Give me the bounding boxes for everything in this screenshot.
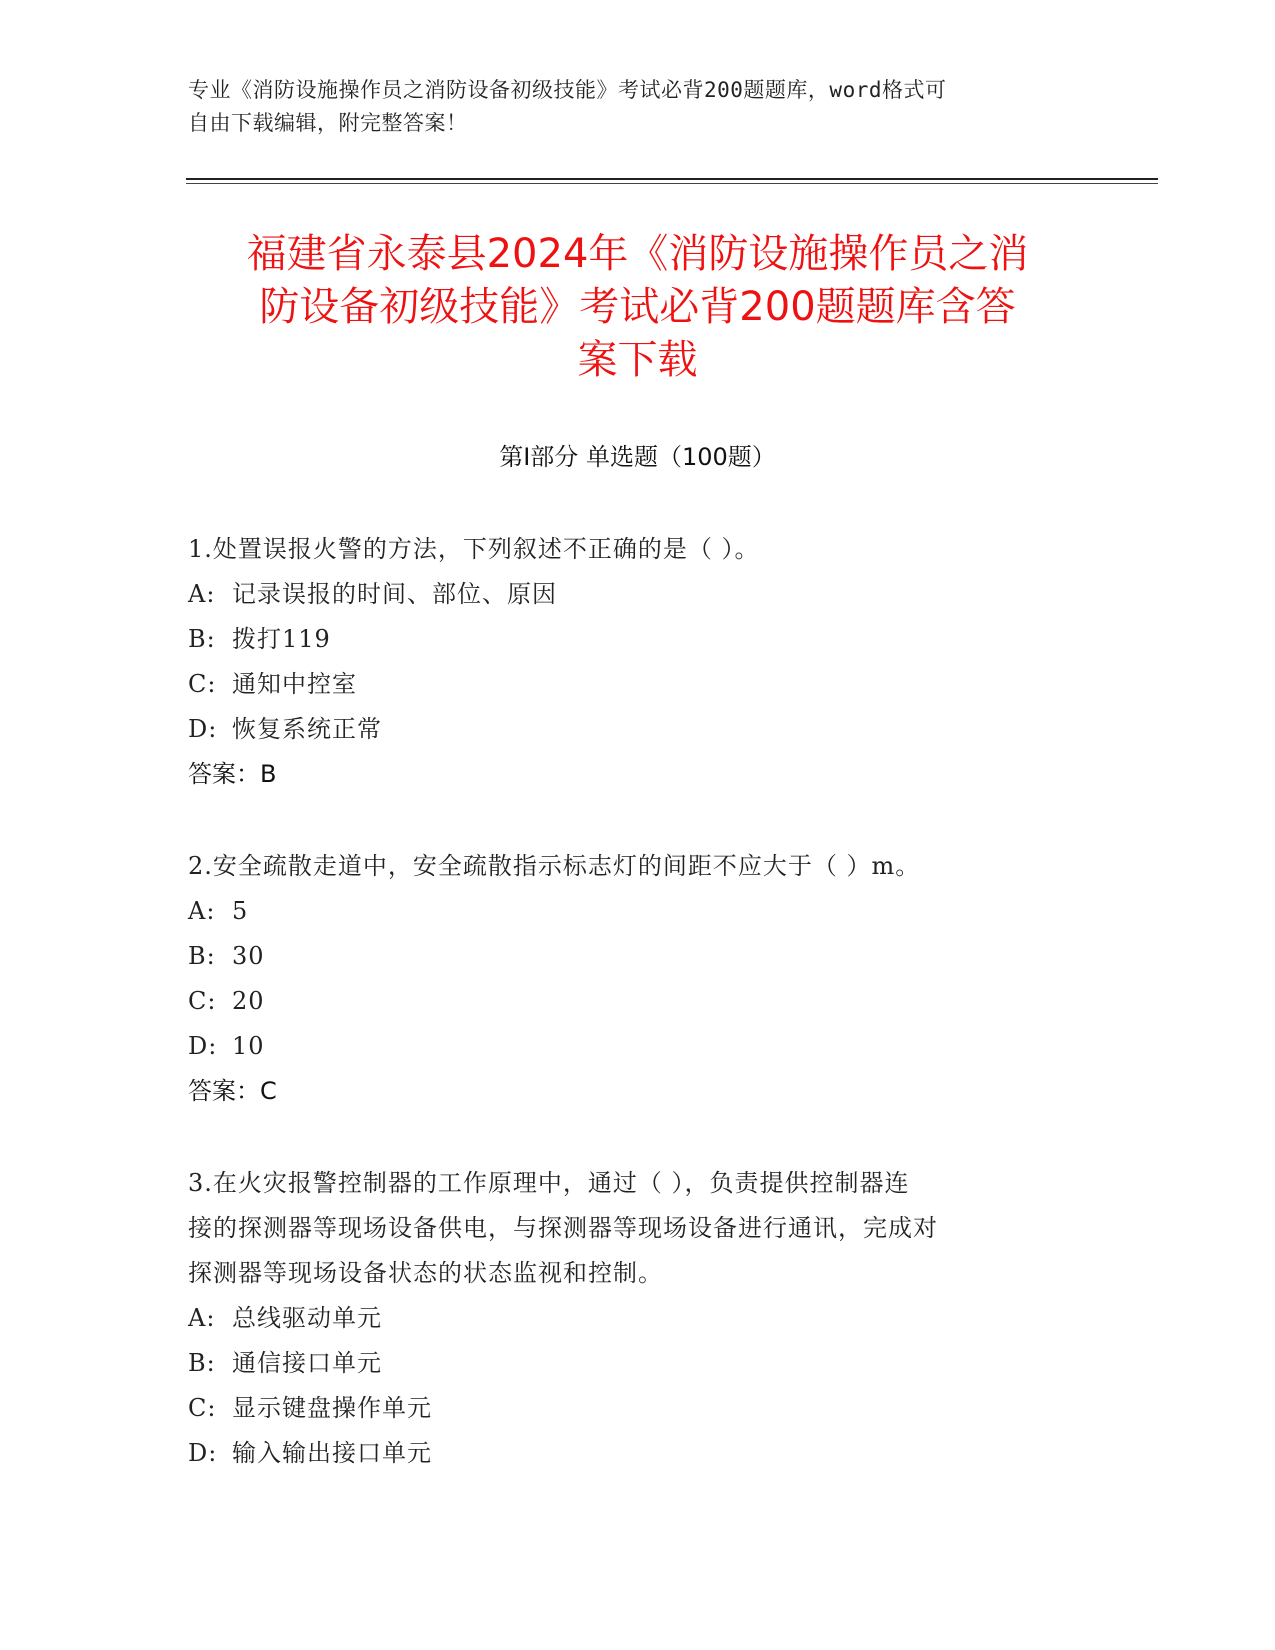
option-b (188, 617, 1068, 662)
question-stem: 1.处置误报火警的方法，下列叙述不正确的是（ ）。 (188, 535, 760, 563)
option-letter: D: (188, 1032, 218, 1060)
question-2 (188, 844, 1068, 1114)
option-b (188, 934, 1068, 979)
document-title-line-1: 福建省永泰县2024年《消防设施操作员之消 (246, 231, 1029, 277)
option-text: 通知中控室 (232, 670, 357, 698)
option-letter: A: (188, 897, 216, 925)
option-d (188, 707, 1068, 752)
option-letter: B: (188, 942, 216, 970)
option-text: 记录误报的时间、部位、原因 (232, 580, 557, 608)
option-letter: D: (188, 1439, 218, 1467)
document-title-line-3: 案下载 (577, 337, 698, 383)
option-text: 拨打119 (232, 625, 331, 653)
option-a (188, 1296, 1068, 1341)
option-a (188, 889, 1068, 934)
question-stem-line: 接的探测器等现场设备供电，与探测器等现场设备进行通讯，完成对 (188, 1214, 938, 1242)
option-letter: B: (188, 1349, 216, 1377)
option-text: 恢复系统正常 (232, 715, 382, 743)
option-text: 总线驱动单元 (232, 1304, 382, 1332)
answer-label: 答案：B (188, 760, 277, 788)
option-letter: C: (188, 987, 217, 1015)
option-d (188, 1024, 1068, 1069)
option-letter: B: (188, 625, 216, 653)
option-text: 显示键盘操作单元 (232, 1394, 432, 1422)
question-3 (188, 1161, 1068, 1476)
option-c (188, 1386, 1068, 1431)
option-text: 5 (232, 897, 249, 925)
header-note-line-1: 专业《消防设施操作员之消防设备初级技能》考试必背200题题库，word格式可 (188, 78, 947, 102)
question-1 (188, 527, 1068, 797)
option-letter: D: (188, 715, 218, 743)
header-note (188, 74, 1068, 140)
document-title-line-2: 防设备初级技能》考试必背200题题库含答 (259, 284, 1016, 330)
question-stem: 2.安全疏散走道中，安全疏散指示标志灯的间距不应大于（ ）m。 (188, 852, 921, 880)
option-c (188, 662, 1068, 707)
option-b (188, 1341, 1068, 1386)
option-letter: A: (188, 580, 216, 608)
question-stem-line: 3.在火灾报警控制器的工作原理中，通过（ ），负责提供控制器连 (188, 1169, 910, 1197)
option-letter: C: (188, 670, 217, 698)
option-text: 30 (232, 942, 265, 970)
document-title (170, 228, 1105, 387)
option-text: 20 (232, 987, 265, 1015)
option-d (188, 1431, 1068, 1476)
header-note-line-2: 自由下载编辑，附完整答案！ (188, 111, 468, 135)
option-text: 通信接口单元 (232, 1349, 382, 1377)
section-heading: 第Ⅰ部分 单选题（100题） (499, 443, 776, 471)
option-c (188, 979, 1068, 1024)
header-rule-thin (186, 183, 1158, 184)
option-letter: C: (188, 1394, 217, 1422)
option-a (188, 572, 1068, 617)
header-rule-thick (186, 178, 1158, 180)
option-text: 输入输出接口单元 (232, 1439, 432, 1467)
answer-label: 答案：C (188, 1077, 277, 1105)
option-text: 10 (232, 1032, 265, 1060)
question-stem-line: 探测器等现场设备状态的状态监视和控制。 (188, 1259, 663, 1287)
option-letter: A: (188, 1304, 216, 1332)
